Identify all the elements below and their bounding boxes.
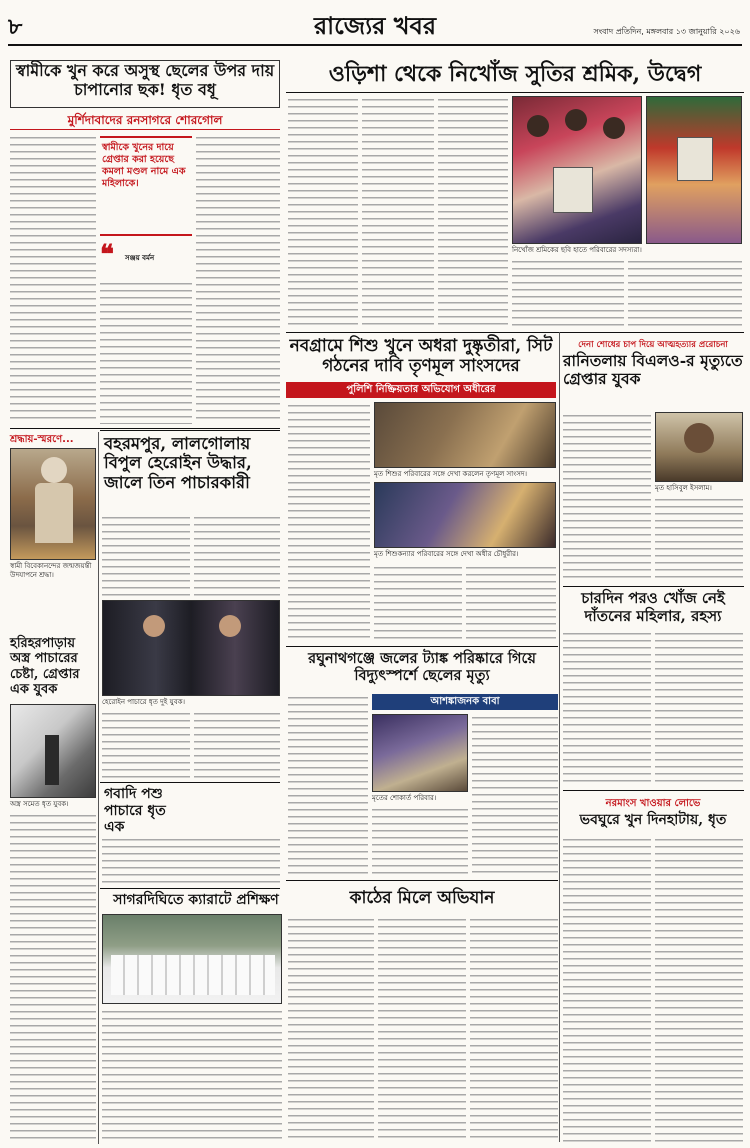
heroin-caption: হেরোইন পাচারে ধৃত দুই যুবক। <box>102 698 186 706</box>
harihar-body <box>10 812 96 1142</box>
ranitala-tag: দেনা শোধের চাপ দিয়ে আত্মহত্যার প্ররোচনা <box>578 340 728 350</box>
raghunath-body-col2 <box>472 714 558 874</box>
dinhata-headline: ভবঘুরে খুন দিনহাটায়, ধৃত <box>579 812 727 828</box>
orissa-body-col3 <box>438 96 508 328</box>
ranitala-caption: মৃত হাসিবুল ইসলাম। <box>655 484 712 492</box>
dinhata-body-col2 <box>655 836 743 1142</box>
column-rule-left <box>98 432 99 1144</box>
orissa-body-col2 <box>362 96 434 328</box>
nabagram-photo-2 <box>374 482 556 548</box>
harihar-caption: অস্ত্র সমেত ধৃত যুবক। <box>10 800 69 808</box>
heroin-body-col1 <box>102 514 190 596</box>
story1-body-col1 <box>10 134 96 424</box>
quote-mark-icon: ❝ <box>100 240 114 270</box>
nabagram-headline: নবগ্রামে শিশু খুনে অধরা দুষ্কৃতীরা, সিট গঠনের দাবি তৃণমূল সাংসদের <box>289 336 553 377</box>
kathe-headline: কাঠের মিলে অভিযান <box>349 888 495 908</box>
karate-body <box>102 1008 282 1142</box>
story1-body-col3 <box>196 134 280 424</box>
kathe-body-col1 <box>288 916 374 1142</box>
karate-photo <box>102 914 282 1004</box>
orissa-rule <box>286 92 744 93</box>
section-title: রাজ্যের খবর <box>313 11 437 40</box>
orissa-headline: ওড়িশা থেকে নিখোঁজ সুতির শ্রমিক, উদ্বেগ <box>328 61 702 87</box>
raghunath-photo <box>372 714 468 792</box>
orissa-photo <box>512 96 642 244</box>
ranitala-body-col1 <box>563 412 651 582</box>
ranitala-body-col2 <box>655 496 743 578</box>
story1-pullquote: স্বামীকে খুনের দায়ে গ্রেপ্তার করা হয়েছে কমলা মণ্ডল নামে এক মহিলাকে। <box>102 142 186 189</box>
nabagram-caption-2: মৃত শিশুকন্যার পরিবারের সঙ্গে দেখা অধীর চৌধুরীর। <box>374 550 519 558</box>
orissa-body-col4 <box>512 258 624 328</box>
heroin-body-col3 <box>102 710 190 780</box>
raghunath-top-rule <box>286 646 558 647</box>
orissa-body-col5 <box>628 258 742 328</box>
nabagram-top-rule <box>286 332 744 333</box>
missing-body-col2 <box>655 630 743 786</box>
story1-body-col2 <box>100 280 192 424</box>
ranitala-photo <box>655 412 743 482</box>
missing-body-col1 <box>563 630 651 786</box>
raghunath-bar: আশঙ্কাজনক বাবা <box>372 694 558 710</box>
nabagram-photo-1 <box>374 402 556 468</box>
harihar-headline: হরিহরপাড়ায় অস্ত্র পাচারের চেষ্টা, গ্রেপ্তার এক যুবক <box>10 636 80 697</box>
nabagram-body-col3 <box>466 564 556 642</box>
orissa-body-col1 <box>288 96 358 328</box>
story1-headline: স্বামীকে খুন করে অসুস্থ ছেলের উপর দায় চাপানোর ছক! ধৃত বধূ <box>15 61 275 99</box>
raghunath-caption: মৃতের শোকার্ত পরিবার। <box>372 794 437 802</box>
missing-headline: চারদিন পরও খোঁজ নেই দাঁতনের মহিলার, রহস্য <box>581 589 725 625</box>
kathe-rule <box>286 880 558 881</box>
karate-headline: সাগরদিঘিতে ক্যারাটে প্রশিক্ষণ <box>113 892 279 908</box>
raghunath-body-col1 <box>288 694 368 874</box>
cattle-headline: গবাদি পশু পাচারে ধৃত এক <box>104 786 166 836</box>
kathe-body-col3 <box>470 916 558 1142</box>
orissa-photo-2 <box>646 96 742 244</box>
orissa-caption: নিখোঁজ শ্রমিকের ছবি হাতে পরিবারের সদস্যরা। <box>512 246 642 254</box>
heroin-headline: বহরমপুর, লালগোলায় বিপুল হেরোইন উদ্ধার, জালে তিন পাচারকারী <box>104 434 252 492</box>
column-rule-right <box>559 332 560 1142</box>
harihar-photo <box>10 704 96 798</box>
story1-byline: সঞ্জয় বর্মন <box>125 254 155 262</box>
heroin-body-col4 <box>194 710 280 780</box>
cattle-body <box>102 836 280 886</box>
story1-rule <box>10 129 280 130</box>
ranitala-headline: রানিতলায় বিএলও-র মৃত্যুতে গ্রেপ্তার যুবক <box>563 351 743 389</box>
section-rule-left <box>10 428 280 429</box>
missing-rule <box>563 586 744 587</box>
heroin-top-rule <box>100 430 280 431</box>
dinhata-body-col1 <box>563 836 651 1142</box>
nabagram-caption-1: মৃত শিশুর পরিবারের সঙ্গে দেখা করলেন তৃণমূল সাংসদ। <box>374 470 528 478</box>
header-rule <box>8 44 742 46</box>
nabagram-body-col2 <box>374 564 462 642</box>
kathe-body-col2 <box>378 916 466 1142</box>
heroin-photo <box>102 600 280 696</box>
story1-kicker: মুর্শিদাবাদের রনসাগরে শোরগোল <box>67 113 223 127</box>
raghunath-body-col3 <box>372 806 468 874</box>
karate-rule <box>100 888 280 889</box>
tribute-caption: স্বামী বিবেকানন্দের জন্মজয়ন্তী উদযাপনে শ্রদ্ধা। <box>10 562 92 579</box>
tribute-photo <box>10 448 96 560</box>
nabagram-bar: পুলিশি নিষ্ক্রিয়তার অভিযোগ অধীরের <box>286 382 556 398</box>
tribute-label: শ্রদ্ধায়-স্মরণে... <box>10 434 74 445</box>
cattle-rule <box>100 782 280 783</box>
dateline: সংবাদ প্রতিদিন, মঙ্গলবার ১৩ জানুয়ারি ২০২৬ <box>593 27 740 36</box>
nabagram-body-col1 <box>288 402 370 642</box>
raghunath-headline: রঘুনাথগঞ্জে জলের ট্যাঙ্ক পরিষ্কারে গিয়ে বিদ্যুৎস্পর্শে ছেলের মৃত্যু <box>308 650 536 685</box>
page-number: ৮ <box>8 14 23 40</box>
dinhata-tag: নরমাংস খাওয়ার লোভে <box>605 798 701 809</box>
heroin-body-col2 <box>194 514 280 596</box>
dinhata-rule <box>563 790 744 791</box>
